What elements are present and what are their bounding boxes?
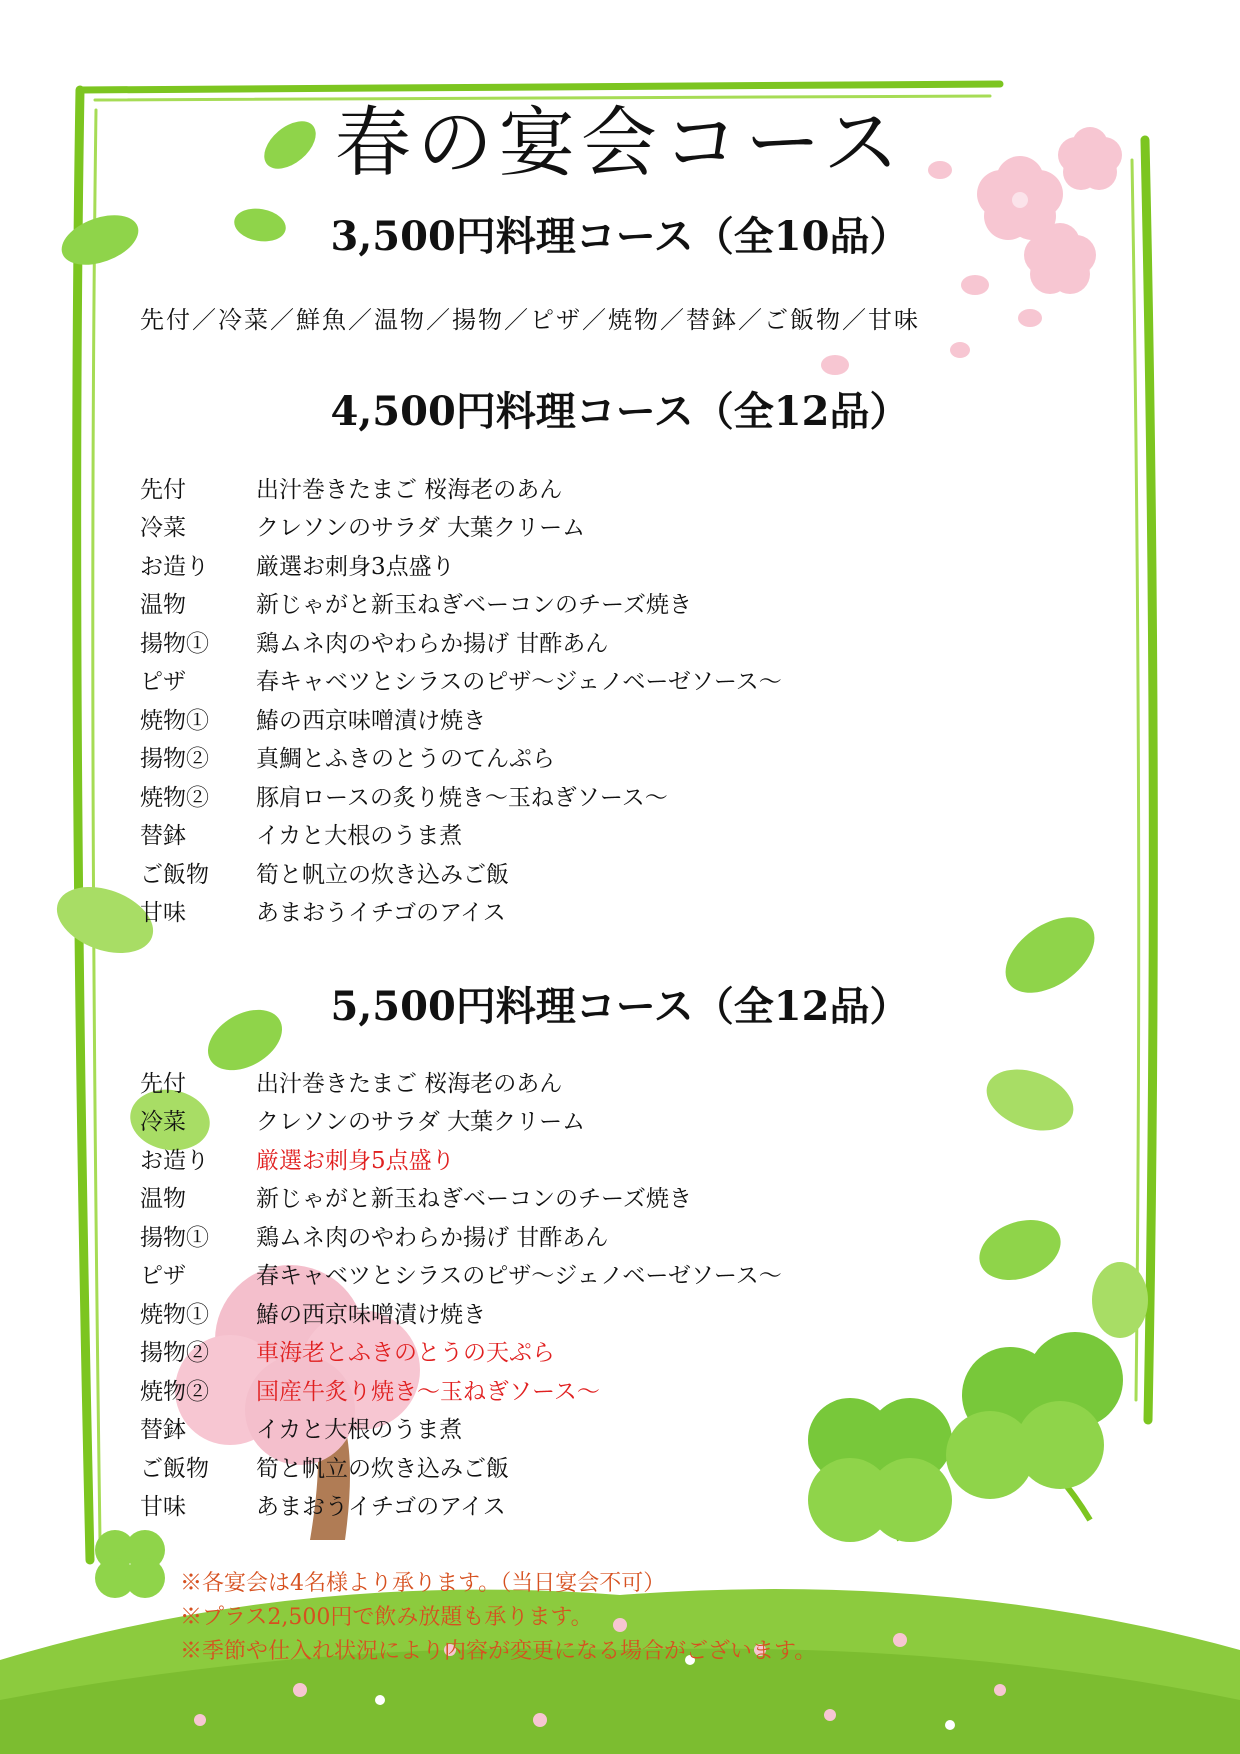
menu-category: 焼物② <box>140 1378 209 1405</box>
menu-dish: イカと大根のうま煮 <box>256 823 463 850</box>
menu-row <box>140 1101 782 1140</box>
menu-row <box>140 1409 782 1448</box>
menu-dish: 鶏ムネ肉のやわらか揚げ 甘酢あん <box>256 1224 609 1251</box>
note-line: ※プラス2,500円で飲み放題も承ります。 <box>180 1605 593 1630</box>
menu-row <box>140 1447 782 1486</box>
menu-dish: 鰆の西京味噌漬け焼き <box>256 707 486 734</box>
course-heading-5500: 5,500円料理コース（全12品） <box>330 983 910 1030</box>
menu-row <box>140 1486 782 1525</box>
page-title: 春の宴会コース <box>334 98 906 187</box>
menu-dish: 筍と帆立の炊き込みご飯 <box>256 1455 509 1482</box>
menu-row <box>140 661 782 700</box>
menu-category: お造り <box>140 553 209 580</box>
menu-dish: 厳選お刺身5点盛り <box>256 1147 455 1174</box>
menu-dish: イカと大根のうま煮 <box>256 1417 463 1444</box>
menu-category: 温物 <box>140 592 186 619</box>
menu-row <box>140 1139 782 1178</box>
menu-dish: 春キャベツとシラスのピザ～ジェノベーゼソース～ <box>256 669 782 696</box>
menu-row <box>140 738 782 777</box>
menu-dish: 国産牛炙り焼き～玉ねぎソース～ <box>256 1378 600 1405</box>
menu-row <box>140 815 782 854</box>
course-heading-3500: 3,500円料理コース（全10品） <box>330 213 910 260</box>
menu-dish: 春キャベツとシラスのピザ～ジェノベーゼソース～ <box>256 1263 782 1290</box>
menu-row <box>140 853 782 892</box>
menu-dish: 真鯛とふきのとうのてんぷら <box>256 746 555 773</box>
menu-row <box>140 545 782 584</box>
menu-row <box>140 622 782 661</box>
menu-dish: あまおうイチゴのアイス <box>256 1494 506 1521</box>
menu-dish: 車海老とふきのとうの天ぷら <box>256 1340 555 1367</box>
menu-category: 揚物② <box>140 1340 209 1367</box>
menu-category: 揚物① <box>140 1224 209 1251</box>
menu-dish: 豚肩ロースの炙り焼き～玉ねぎソース～ <box>256 784 668 811</box>
menu-row <box>140 1178 782 1217</box>
menu-row <box>140 892 782 931</box>
course-menu-4500 <box>140 468 782 930</box>
menu-dish: 筍と帆立の炊き込みご飯 <box>256 861 509 888</box>
menu-category: ピザ <box>140 669 186 696</box>
menu-category: 替鉢 <box>140 823 186 850</box>
menu-row <box>140 1293 782 1332</box>
menu-row <box>140 776 782 815</box>
note-line: ※季節や仕入れ状況により内容が変更になる場合がございます。 <box>180 1639 817 1664</box>
menu-row <box>140 1332 782 1371</box>
menu-row <box>140 1370 782 1409</box>
menu-row <box>140 1255 782 1294</box>
menu-category: 先付 <box>140 476 186 503</box>
menu-dish: 出汁巻きたまご 桜海老のあん <box>256 1070 563 1097</box>
menu-category: 焼物① <box>140 1301 209 1328</box>
menu-category: ご飯物 <box>140 861 209 888</box>
menu-category: 焼物① <box>140 707 209 734</box>
menu-row <box>140 468 782 507</box>
menu-row <box>140 584 782 623</box>
menu-dish: クレソンのサラダ 大葉クリーム <box>256 1109 586 1136</box>
menu-category: 甘味 <box>140 1494 186 1521</box>
menu-dish: クレソンのサラダ 大葉クリーム <box>256 515 586 542</box>
menu-dish: 鰆の西京味噌漬け焼き <box>256 1301 486 1328</box>
menu-category: 揚物① <box>140 630 209 657</box>
menu-row <box>140 507 782 546</box>
menu-category: 揚物② <box>140 746 209 773</box>
menu-dish: 新じゃがと新玉ねぎベーコンのチーズ焼き <box>256 1186 692 1213</box>
menu-row <box>140 699 782 738</box>
menu-category: 焼物② <box>140 784 209 811</box>
note-line: ※各宴会は4名様より承ります。（当日宴会不可） <box>180 1571 666 1596</box>
menu-dish: 新じゃがと新玉ねぎベーコンのチーズ焼き <box>256 592 692 619</box>
menu-category: ピザ <box>140 1263 186 1290</box>
notes <box>180 1567 816 1669</box>
menu-dish: 鶏ムネ肉のやわらか揚げ 甘酢あん <box>256 630 609 657</box>
course-summary-3500: 先付／冷菜／鮮魚／温物／揚物／ピザ／焼物／替鉢／ご飯物／甘味 <box>140 306 920 334</box>
menu-category: ご飯物 <box>140 1455 209 1482</box>
menu-category: 冷菜 <box>140 1109 186 1136</box>
menu-category: 冷菜 <box>140 515 186 542</box>
menu-category: 先付 <box>140 1070 186 1097</box>
menu-category: 甘味 <box>140 900 186 927</box>
menu-category: お造り <box>140 1147 209 1174</box>
menu-category: 温物 <box>140 1186 186 1213</box>
menu-category: 替鉢 <box>140 1417 186 1444</box>
course-menu-5500 <box>140 1062 782 1524</box>
menu-dish: 厳選お刺身3点盛り <box>256 553 455 580</box>
menu-dish: 出汁巻きたまご 桜海老のあん <box>256 476 563 503</box>
menu-row <box>140 1062 782 1101</box>
course-heading-4500: 4,500円料理コース（全12品） <box>330 388 910 435</box>
menu-row <box>140 1216 782 1255</box>
menu-dish: あまおうイチゴのアイス <box>256 900 506 927</box>
